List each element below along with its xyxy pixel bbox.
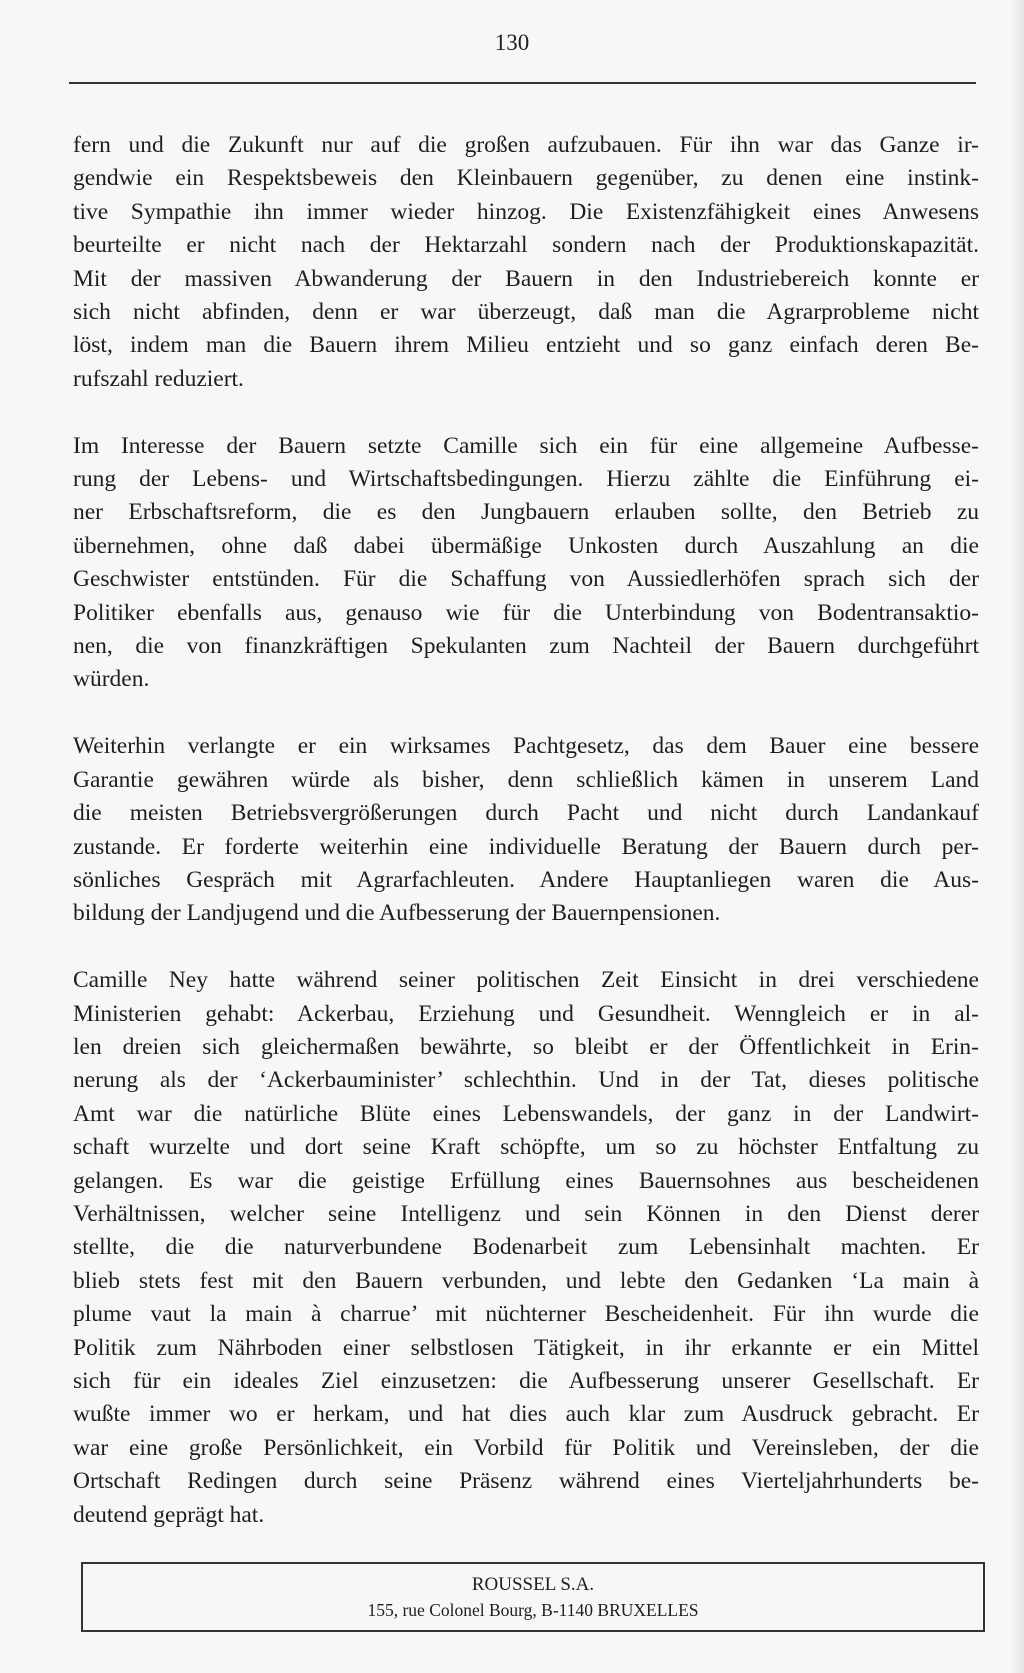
text-line: len dreien sich gleichermaßen bewährte, so bleibt er der Öffentlichkeit in Erin-	[73, 1033, 979, 1060]
paragraph	[73, 730, 979, 930]
text-line: Politiker ebenfalls aus, genauso wie für die Unterbindung von Bodentransaktio-	[73, 599, 979, 626]
text-line: die meisten Betriebsvergrößerungen durch Pacht und nicht durch Landankauf	[73, 800, 979, 827]
scan-page-edge	[1010, 0, 1024, 1673]
text-line: Im Interesse der Bauern setzte Camille sich ein für eine allgemeine Aufbesse-	[73, 432, 979, 459]
text-line: bildung der Landjugend und die Aufbesserung der Bauernpensionen.	[73, 900, 721, 927]
page-number: 130	[494, 30, 530, 55]
text-line: Ortschaft Redingen durch seine Präsenz während eines Vierteljahrhunderts be-	[73, 1468, 979, 1495]
text-line: plume vaut la main à charrue’ mit nüchterner Bescheidenheit. Für ihn wurde die	[73, 1301, 979, 1328]
text-line: deutend geprägt hat.	[73, 1501, 265, 1528]
text-line: beurteilte er nicht nach der Hektarzahl sondern nach der Produktionskapazität.	[73, 232, 979, 259]
text-line: schaft wurzelte und dort seine Kraft schöpfte, um so zu höchster Entfaltung zu	[73, 1134, 979, 1161]
text-line: gelangen. Es war die geistige Erfüllung eines Bauernsohnes aus bescheidenen	[73, 1167, 979, 1194]
text-line: blieb stets fest mit den Bauern verbunden, und lebte den Gedanken ‘La main à	[73, 1267, 979, 1294]
text-line: Politik zum Nährboden einer selbstlosen Tätigkeit, in ihr erkannte er ein Mittel	[73, 1334, 979, 1361]
text-line: nen, die von finanzkräftigen Spekulanten zum Nachteil der Bauern durchgeführt	[73, 633, 979, 660]
text-line: sich nicht abfinden, denn er war überzeugt, daß man die Agrarprobleme nicht	[73, 299, 979, 326]
text-line: rufszahl reduziert.	[73, 365, 244, 392]
header-rule	[69, 82, 976, 84]
text-line: war eine große Persönlichkeit, ein Vorbild für Politik und Vereinsleben, der die	[73, 1434, 979, 1461]
text-line: stellte, die die naturverbundene Bodenarbeit zum Lebensinhalt machten. Er	[73, 1234, 979, 1261]
text-line: löst, indem man die Bauern ihrem Milieu entzieht und so ganz einfach deren Be-	[73, 332, 979, 359]
text-line: übernehmen, ohne daß dabei übermäßige Unkosten durch Auszahlung an die	[73, 532, 979, 559]
text-line: Weiterhin verlangte er ein wirksames Pachtgesetz, das dem Bauer eine bessere	[73, 733, 979, 760]
text-line: fern und die Zukunft nur auf die großen aufzubauen. Für ihn war das Ganze ir-	[73, 132, 979, 158]
text-line: ner Erbschaftsreform, die es den Jungbauern erlauben sollte, den Betrieb zu	[73, 499, 979, 526]
text-line: würden.	[73, 666, 150, 693]
paragraph	[73, 964, 979, 1532]
text-line: tive Sympathie ihn immer wieder hinzog. Die Existenzfähigkeit eines Anwesens	[73, 198, 979, 225]
text-line: sich für ein ideales Ziel einzusetzen: die Aufbesserung unserer Gesellschaft. Er	[73, 1367, 979, 1394]
text-line: zustande. Er forderte weiterhin eine individuelle Beratung der Bauern durch per-	[73, 833, 979, 860]
advertisement-box	[81, 1562, 985, 1632]
text-line: gendwie ein Respektsbeweis den Kleinbauern gegenüber, zu denen eine instink-	[73, 165, 979, 192]
text-line: sönliches Gespräch mit Agrarfachleuten. Andere Hauptanliegen waren die Aus-	[73, 866, 979, 893]
text-line: Camille Ney hatte während seiner politischen Zeit Einsicht in drei verschiedene	[73, 967, 979, 994]
text-line: Amt war die natürliche Blüte eines Lebenswandels, der ganz in der Landwirt-	[73, 1100, 979, 1127]
text-line: wußte immer wo er herkam, und hat dies auch klar zum Ausdruck gebracht. Er	[73, 1401, 979, 1428]
company-name: ROUSSEL S.A.	[471, 1574, 595, 1595]
body-text	[73, 129, 979, 1565]
paragraph	[73, 129, 979, 396]
text-line: Verhältnissen, welcher seine Intelligenz und sein Können in den Dienst derer	[73, 1200, 979, 1227]
text-line: rung der Lebens- und Wirtschaftsbedingungen. Hierzu zählte die Einführung ei-	[73, 466, 979, 493]
text-line: Garantie gewähren würde als bisher, denn schließlich kämen in unserem Land	[73, 766, 979, 793]
text-line: Mit der massiven Abwanderung der Bauern in den Industriebereich konnte er	[73, 265, 979, 292]
text-line: Geschwister entstünden. Für die Schaffung von Aussiedlerhöfen sprach sich der	[73, 566, 979, 593]
company-address: 155, rue Colonel Bourg, B-1140 BRUXELLES	[367, 1600, 699, 1620]
text-line: nerung als der ‘Ackerbauminister’ schlechthin. Und in der Tat, dieses politische	[73, 1067, 979, 1094]
paragraph	[73, 430, 979, 697]
text-line: Ministerien gehabt: Ackerbau, Erziehung und Gesundheit. Wenngleich er in al-	[73, 1000, 979, 1027]
